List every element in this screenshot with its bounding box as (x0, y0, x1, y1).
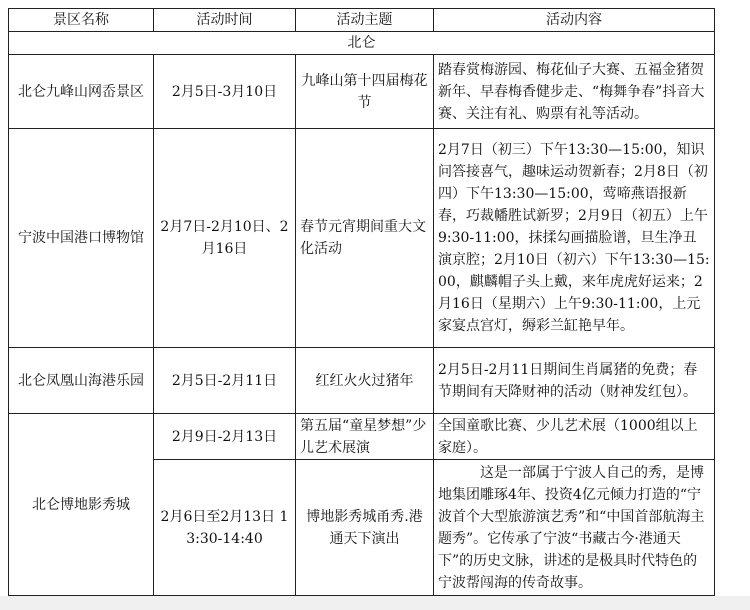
activity-table (8, 8, 715, 596)
header-theme: 活动主题 (296, 9, 434, 32)
table-row (9, 414, 715, 460)
theme-cell: 红红火火过猪年 (296, 348, 434, 414)
content-cell: 踏春赏梅游园、梅花仙子大赛、五福金猪贺新年、早春梅香健步走、“梅舞争春”抖音大赛、关注有礼、购票有礼等活动。 (434, 55, 715, 129)
theme-cell: 春节元宵期间重大文化活动 (296, 129, 434, 348)
table-row (9, 55, 715, 129)
content-cell: 2月7日（初三）下午13:30—15:00，知识问答接喜气，趣味运动贺新春；2月8日（初四）下午13:30—15:00，莺啼燕语报新春，巧裁幡胜试新罗；2月9日（初五）上午9:30-11:00，抹揉勾画描脸谱，旦生净丑演京腔；2月10日（初六）下午13:30—15:00，麒麟帽子头上戴，来年虎虎好运来；2月16日（星期六）上午9:30-11:00，上元家宴点宫灯，缛彩兰缸艳早年。 (434, 129, 715, 348)
section-row (9, 32, 715, 55)
content-cell: 全国童歌比赛、少儿艺术展（1000组以上家庭）。 (434, 414, 715, 460)
table-row (9, 129, 715, 348)
page-footer-band (0, 596, 750, 610)
content-cell: 2月5日-2月11日期间生肖属猪的免费；春节期间有天降财神的活动（财神发红包）。 (434, 348, 715, 414)
header-venue: 景区名称 (9, 9, 154, 32)
theme-cell: 九峰山第十四届梅花节 (296, 55, 434, 129)
theme-cell: 博地影秀城甬秀.港通天下演出 (296, 460, 434, 596)
time-cell: 2月7日-2月10日、2月16日 (154, 129, 296, 348)
time-cell: 2月9日-2月13日 (154, 414, 296, 460)
venue-cell: 宁波中国港口博物馆 (9, 129, 154, 348)
time-cell: 2月5日-3月10日 (154, 55, 296, 129)
venue-cell: 北仑博地影秀城 (9, 414, 154, 596)
venue-cell: 北仑九峰山网岙景区 (9, 55, 154, 129)
table-row (9, 348, 715, 414)
header-time: 活动时间 (154, 9, 296, 32)
venue-cell: 北仑凤凰山海港乐园 (9, 348, 154, 414)
table-header-row (9, 9, 715, 32)
section-title: 北仑 (9, 32, 715, 55)
theme-cell: 第五届“童星梦想”少儿艺术展演 (296, 414, 434, 460)
time-cell: 2月6日至2月13日 13:30-14:40 (154, 460, 296, 596)
time-cell: 2月5日-2月11日 (154, 348, 296, 414)
header-content: 活动内容 (434, 9, 715, 32)
content-cell: 这是一部属于宁波人自己的秀，是博地集团雕琢4年、投资4亿元倾力打造的“宁波首个大型旅游演艺秀”和“中国首部航海主题秀”。它传承了宁波“书藏古今·港通天下”的历史文脉，讲述的是极具时代特色的宁波帮闯海的传奇故事。 (434, 460, 715, 596)
